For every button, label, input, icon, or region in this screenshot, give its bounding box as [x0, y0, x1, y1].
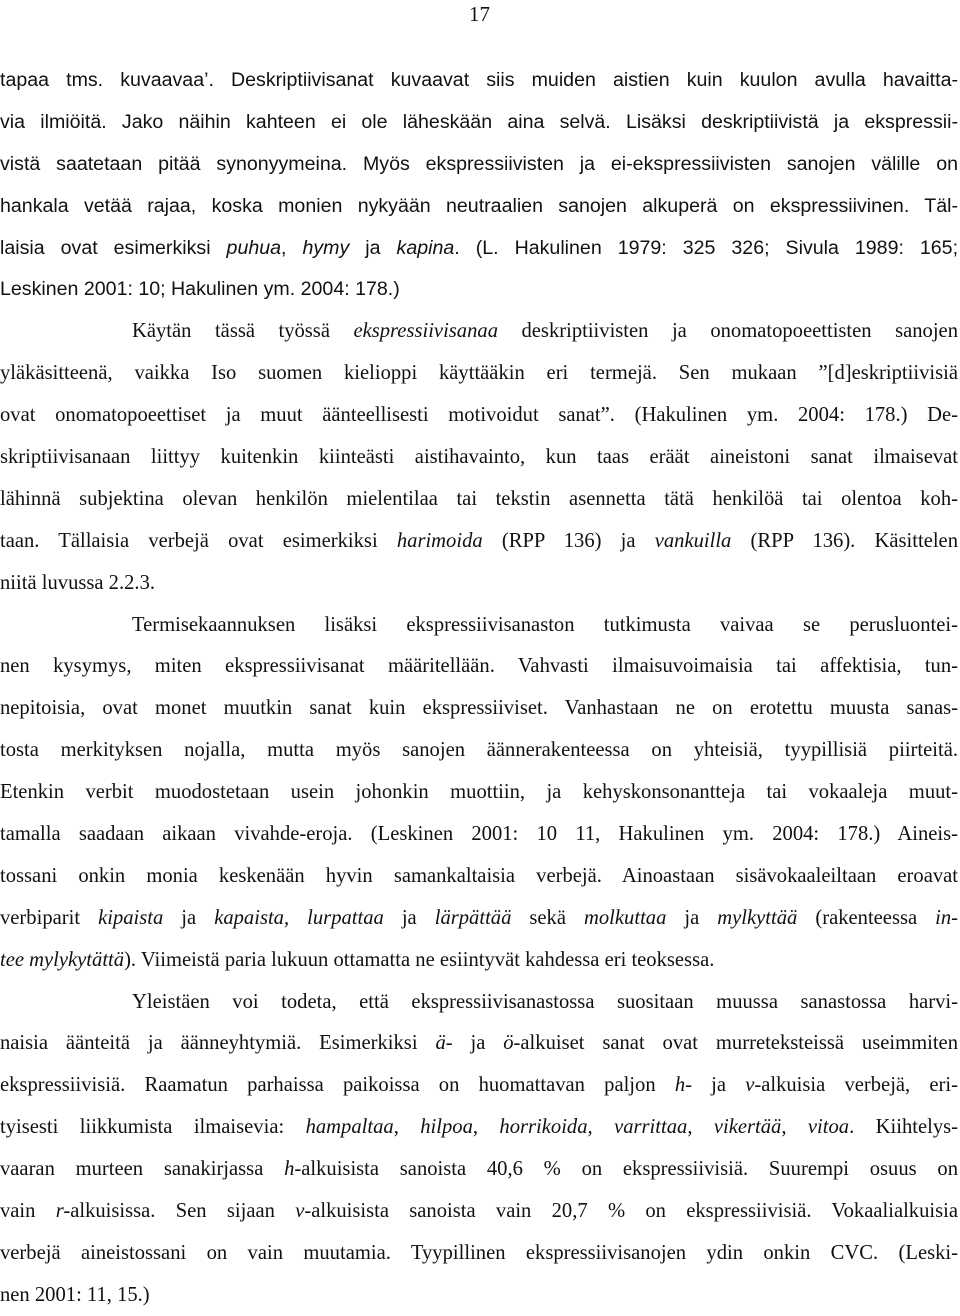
- italic-term: kipaista: [98, 906, 164, 929]
- text-line: [0, 185, 958, 227]
- text-run: ,: [781, 1116, 808, 1139]
- line-text: [0, 185, 958, 227]
- text-line: [0, 478, 958, 520]
- text-line: [0, 855, 958, 897]
- paragraph-first-line: [0, 604, 958, 646]
- text-run: ja: [163, 906, 215, 929]
- text-run: yläkäsitteenä, vaikka Iso suomen kielioppi käyttääkin eri termejä. Sen mukaan ”[d]eskriptiivisiä: [0, 362, 958, 385]
- line-text: [0, 394, 958, 436]
- text-run: alkuisista sanoista 40,6 % on ekspressiivisiä. Suurempi osuus on: [301, 1158, 958, 1181]
- text-run: Käytän tässä työssä: [132, 320, 354, 343]
- text-line: [0, 562, 958, 604]
- text-run: niitä luvussa 2.2.3.: [0, 571, 156, 594]
- line-text: [0, 436, 958, 478]
- text-run: lähinnä subjektina olevan henkilön mielentilaa tai tekstin asennetta tätä henkilöä tai olentoa koh-: [0, 487, 958, 510]
- italic-term: ö-: [503, 1032, 521, 1055]
- text-line: [0, 939, 958, 981]
- text-line: [0, 520, 958, 562]
- italic-term: hampaltaa: [305, 1116, 394, 1139]
- line-text: [0, 1190, 958, 1232]
- italic-term: r-: [55, 1200, 71, 1223]
- italic-term: ä-: [435, 1032, 453, 1055]
- text-run: ,: [472, 1116, 500, 1139]
- text-line: [0, 1022, 958, 1064]
- text-run: tapaa tms. kuvaavaa’. Deskriptiivisanat kuvaavat siis muiden aistien kuin kuulon avulla havaitta-: [0, 69, 958, 91]
- text-run: alkuiset sanat ovat murreteksteissä useimmiten: [520, 1032, 958, 1055]
- text-line: [0, 1190, 958, 1232]
- paragraph-first-line: [0, 981, 958, 1023]
- text-line: [0, 981, 958, 1023]
- text-run: ). Viimeistä paria lukuun ottamatta ne esiintyvät kahdessa eri teoksessa.: [124, 948, 715, 971]
- line-text: [0, 59, 958, 101]
- italic-term: mylkyttää: [717, 906, 798, 929]
- italic-term: lärpättää: [434, 906, 512, 929]
- page-number: 17: [469, 2, 490, 26]
- text-run: ,: [393, 1116, 421, 1139]
- text-run: ja: [383, 906, 435, 929]
- text-line: [0, 1148, 958, 1190]
- text-line: [0, 227, 958, 269]
- text-run: ,: [283, 906, 308, 929]
- line-text: [0, 897, 958, 939]
- line-text: [0, 771, 958, 813]
- text-run: (RPP 136) ja: [482, 529, 655, 552]
- text-run: vain: [0, 1200, 56, 1223]
- italic-term: v-: [295, 1200, 312, 1223]
- text-line: [0, 352, 958, 394]
- text-run: ekspressiivisiä. Raamatun parhaissa paikoissa on huomattavan paljon: [0, 1074, 675, 1097]
- text-line: [0, 1232, 958, 1274]
- italic-term: vitoa: [807, 1116, 850, 1139]
- text-run: taan. Tällaisia verbejä ovat esimerkiksi: [0, 529, 397, 552]
- line-text: [0, 520, 958, 562]
- line-text: [0, 1232, 958, 1274]
- text-run: alkuisia verbejä, eri-: [761, 1074, 958, 1097]
- line-text: [0, 813, 958, 855]
- text-run: nen 2001: 11, 15.): [0, 1283, 150, 1306]
- italic-term: v-: [745, 1074, 762, 1097]
- text-line: [0, 310, 958, 352]
- line-text: [0, 1148, 958, 1190]
- text-run: . (L. Hakulinen 1979: 325 326; Sivula 1989: 165;: [454, 236, 958, 259]
- line-text: [0, 268, 958, 310]
- text-line: [0, 771, 958, 813]
- document-body: [0, 59, 958, 1316]
- text-line: [0, 687, 958, 729]
- italic-term: h-: [284, 1158, 302, 1181]
- text-line: [0, 604, 958, 646]
- text-run: via ilmiöitä. Jako näihin kahteen ei ole läheskään aina selvä. Lisäksi deskriptiivistä ja ekspressii-: [0, 110, 958, 133]
- italic-term: kapaista: [214, 906, 284, 929]
- text-run: tyisesti liikkumista ilmaisevia:: [0, 1116, 306, 1139]
- italic-term: tee mylykytättä: [0, 948, 125, 971]
- text-line: [0, 436, 958, 478]
- italic-term: molkuttaa: [584, 906, 667, 929]
- italic-term: hymy: [302, 236, 350, 259]
- text-line: [0, 101, 958, 143]
- text-run: tossani onkin monia keskenään hyvin samankaltaisia verbejä. Ainoastaan sisävokaaleiltaan eroavat: [0, 864, 958, 887]
- text-run: Termisekaannuksen lisäksi ekspressiivisanaston tutkimusta vaivaa se perusluontei-: [132, 613, 958, 636]
- text-run: ja: [452, 1032, 504, 1055]
- text-run: Leskinen 2001: 10; Hakulinen ym. 2004: 178.): [0, 278, 400, 301]
- text-run: ,: [587, 1116, 615, 1139]
- italic-term: puhua: [226, 236, 282, 259]
- text-run: ovat onomatopoeettiset ja muut äänteellisesti motivoidut sanat”. (Hakulinen ym. 2004: 178.) De-: [0, 404, 958, 427]
- text-run: verbiparit: [0, 906, 99, 929]
- text-line: [0, 268, 958, 310]
- line-text: [0, 352, 958, 394]
- text-line: [0, 729, 958, 771]
- text-line: [0, 1064, 958, 1106]
- italic-term: kapina: [396, 236, 455, 259]
- text-line: [0, 813, 958, 855]
- line-text: [0, 227, 958, 269]
- line-text: [0, 1106, 958, 1148]
- italic-term: vikertää: [713, 1116, 782, 1139]
- text-run: laisia ovat esimerkiksi: [0, 236, 227, 259]
- line-text: [0, 143, 958, 185]
- text-run: verbejä aineistossani on vain muutamia. Tyypillinen ekspressiivisanojen ydin onkin CVC. (Leski-: [0, 1241, 958, 1264]
- text-run: alkuisista sanoista vain 20,7 % on ekspressiivisiä. Vokaalialkuisia: [311, 1200, 958, 1223]
- text-run: . Kiihtelys-: [849, 1116, 958, 1139]
- italic-term: harimoida: [396, 529, 483, 552]
- text-line: [0, 59, 958, 101]
- text-line: [0, 645, 958, 687]
- line-text: [0, 562, 958, 604]
- line-text: [0, 101, 958, 143]
- italic-term: varrittaa: [614, 1116, 688, 1139]
- text-run: (rakenteessa: [797, 906, 936, 929]
- text-run: deskriptiivisten ja onomatopoeettisten sanojen: [498, 320, 958, 343]
- text-line: [0, 394, 958, 436]
- text-run: ,: [281, 236, 303, 259]
- text-run: sekä: [511, 906, 585, 929]
- text-run: Etenkin verbit muodostetaan usein johonkin muottiin, ja kehyskonsonantteja tai vokaaleja muut-: [0, 781, 958, 804]
- line-text: [0, 478, 958, 520]
- italic-term: hilpoa: [420, 1116, 473, 1139]
- text-line: [0, 897, 958, 939]
- text-run: hankala vetää rajaa, koska monien nykyään neutraalien sanojen alkuperä on ekspressiivinen. Täl-: [0, 194, 958, 217]
- italic-term: ekspressiivisanaa: [353, 320, 498, 343]
- text-run: vaaran murteen sanakirjassa: [0, 1158, 285, 1181]
- italic-term: vankuilla: [654, 529, 732, 552]
- text-line: [0, 143, 958, 185]
- paragraph-first-line: [0, 310, 958, 352]
- line-text: [0, 1022, 958, 1064]
- text-run: ,: [687, 1116, 714, 1139]
- text-run: nen kysymys, miten ekspressiivisanat määritellään. Vahvasti ilmaisuvoimaisia tai affektisia, tun-: [0, 655, 958, 678]
- line-text: [0, 1064, 958, 1106]
- text-run: ja: [666, 906, 718, 929]
- text-run: alkuisissa. Sen sijaan: [70, 1200, 296, 1223]
- text-run: ja: [691, 1074, 746, 1097]
- italic-term: in-: [935, 906, 958, 929]
- text-run: nepitoisia, ovat monet muutkin sanat kuin ekspressiiviset. Vanhastaan ne on erotettu muusta sanas-: [0, 697, 958, 720]
- text-run: naisia äänteitä ja äänneyhtymiä. Esimerkiksi: [0, 1032, 436, 1055]
- line-text: [0, 687, 958, 729]
- text-line: [0, 1106, 958, 1148]
- text-line: [0, 1274, 958, 1316]
- line-text: [0, 1274, 958, 1316]
- text-run: tamalla saadaan aikaan vivahde-eroja. (Leskinen 2001: 10 11, Hakulinen ym. 2004: 178.) Aineis-: [0, 823, 958, 846]
- italic-term: lurpattaa: [307, 906, 384, 929]
- line-text: [0, 729, 958, 771]
- text-run: Yleistäen voi todeta, että ekspressiivisanastossa suositaan muussa sanastossa harvi-: [132, 990, 958, 1013]
- text-run: (RPP 136). Käsittelen: [731, 529, 958, 552]
- text-run: skriptiivisanaan liittyy kuitenkin kiinteästi aistihavainto, kun taas eräät aineistoni sanat ilmaisevat: [0, 446, 958, 469]
- line-text: [0, 855, 958, 897]
- text-run: ja: [349, 236, 397, 259]
- text-run: vistä saatetaan pitää synonyymeina. Myös ekspressiivisten ja ei-ekspressiivisten sanojen välille on: [0, 152, 958, 175]
- text-run: tosta merkityksen nojalla, mutta myös sanojen äännerakenteessa on yhteisiä, tyypillisiä piirteitä.: [0, 739, 958, 762]
- line-text: [0, 645, 958, 687]
- line-text: [0, 939, 958, 981]
- italic-term: horrikoida: [499, 1116, 588, 1139]
- italic-term: h-: [674, 1074, 692, 1097]
